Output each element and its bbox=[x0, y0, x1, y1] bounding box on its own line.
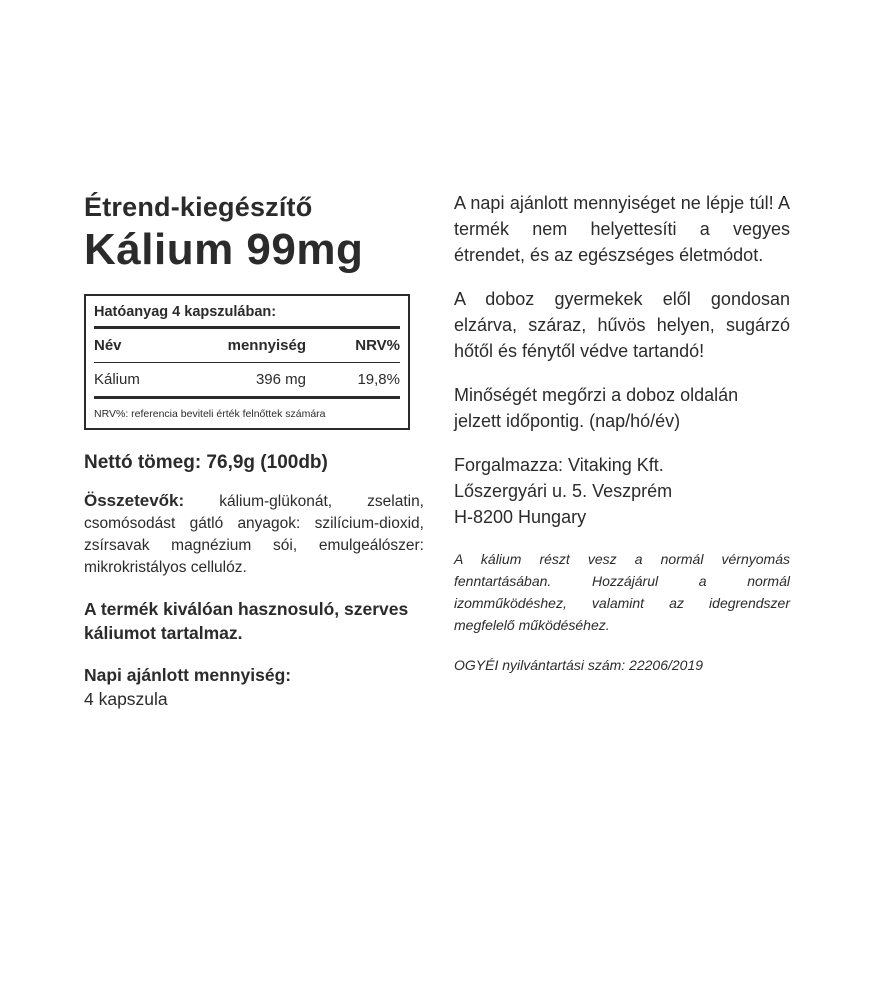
ingredients-label: Összetevők: bbox=[84, 491, 185, 510]
product-highlight: A termék kiválóan hasznosuló, szerves káliumot tartalmaz. bbox=[84, 599, 409, 643]
dosage-warning: A napi ajánlott mennyiséget ne lépje túl! A termék nem helyettesíti a vegyes étrendet, és az egészséges életmódot. bbox=[454, 193, 790, 265]
distributor-line-2: Lőszergyári u. 5. Veszprém bbox=[454, 481, 673, 501]
ingredients-section bbox=[84, 490, 424, 579]
product-title: Kálium 99mg bbox=[84, 225, 364, 274]
distributor-line-3: H-8200 Hungary bbox=[454, 507, 587, 527]
storage-instructions: A doboz gyermekek elől gondosan elzárva, száraz, hűvös helyen, sugárzó hőtől és fénytől védve tartandó! bbox=[454, 289, 790, 361]
column-header-name: Név bbox=[94, 337, 122, 354]
health-claim: A kálium részt vesz a normál vérnyomás fenntartásában. Hozzájárul a normál izomműködéshez, valamint az idegrendszer megfelelő működéséhez. bbox=[454, 551, 790, 633]
nutrition-table-heading: Hatóanyag 4 kapszulában: bbox=[94, 300, 400, 329]
nrv-footnote: NRV%: referencia beviteli érték felnőttek számára bbox=[94, 408, 326, 420]
registration-number: OGYÉI nyilvántartási szám: 22206/2019 bbox=[454, 657, 704, 673]
nutrition-table-header-row bbox=[94, 329, 400, 363]
nutrient-nrv: 19,8% bbox=[357, 371, 400, 388]
column-header-nrv: NRV% bbox=[355, 337, 400, 354]
net-weight: Nettó tömeg: 76,9g (100db) bbox=[84, 452, 328, 473]
ingredients-text: kálium-glükonát, zselatin, csomósodást gátló anyagok: szilícium-dioxid, zsírsavak magnézium sói, emulgeálószer: mikrokristályos cellulóz. bbox=[84, 493, 424, 576]
nutrient-name: Kálium bbox=[94, 371, 140, 388]
column-header-amount: mennyiség bbox=[227, 337, 306, 354]
distributor-info bbox=[454, 452, 790, 530]
right-column bbox=[454, 190, 790, 694]
best-before-note: Minőségét megőrzi a doboz oldalán jelzett időpontig. (nap/hó/év) bbox=[454, 385, 739, 431]
distributor-line-1: Forgalmazza: Vitaking Kft. bbox=[454, 455, 664, 475]
daily-dose-label: Napi ajánlott mennyiség: bbox=[84, 665, 292, 685]
nutrition-table bbox=[84, 294, 410, 430]
daily-dose-value: 4 kapszula bbox=[84, 689, 168, 709]
left-column bbox=[84, 190, 424, 711]
table-row bbox=[94, 363, 400, 399]
product-subtitle: Étrend-kiegészítő bbox=[84, 192, 313, 222]
nutrient-amount: 396 mg bbox=[255, 371, 306, 388]
